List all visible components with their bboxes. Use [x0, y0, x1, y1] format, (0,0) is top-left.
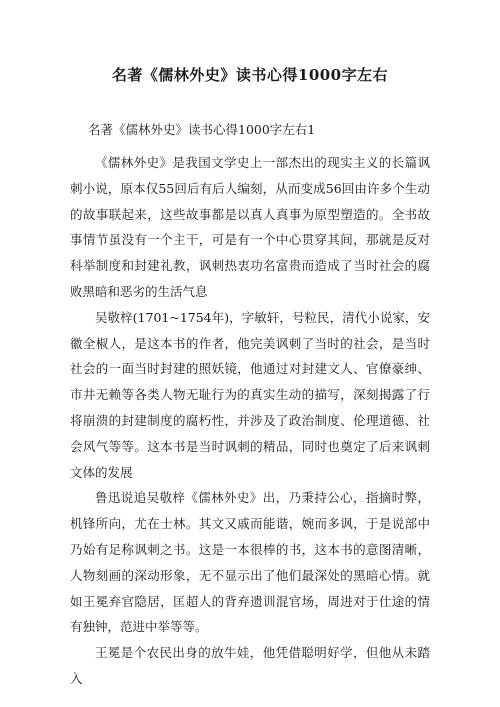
section-heading: 名著《儒林外史》读书心得1000字左右1 — [88, 122, 316, 137]
paragraph: 鲁迅说追吴敬梓《儒林外史》出，乃秉持公心，指摘时弊，机锋所向，尤在士林。其文又戚而能谐，婉而多讽，于是说部中乃始有足称讽刺之书。这是一本很棒的书，这本书的意图清晰，人物刻画的深动形象，无不显示出了他们最深处的黑暗心情。就如王冕弃官隐居，匡超人的背弃遗训混官场，周进对于仕途的情有独钟，范进中举等等。 — [70, 490, 430, 635]
paragraph: 吴敬梓(1701~1754年)，字敏轩，号粒民，清代小说家，安徽全椒人，是这本书的作者，他完美讽刺了当时的社会，是当时社会的一面当时封建的照妖镜，他通过对封建文人、官僚豪绅、市井无赖等各类人物无耻行为的真实生动的描写，深刻揭露了行将崩溃的封建制度的腐朽性，并涉及了政治制度、伦理道德、社会风气等等。这本书是当时讽刺的精品，同时也奠定了后来讽刺文体的发展 — [70, 309, 430, 480]
paragraph: 《儒林外史》是我国文学史上一部杰出的现实主义的长篇讽刺小说，原本仅55回后有后人编刻，从而变成56回由许多个生动的故事联起来，这些故事都是以真人真事为原型塑造的。全书故事情节虽没有一个主干，可是有一个中心贯穿其间，那就是反对科举制度和封建礼教，讽刺热衷功名富贵而造成了当时社会的腐败黑暗和恶劣的生活气息 — [70, 155, 430, 299]
page-title: 名著《儒林外史》读书心得1000字左右 — [111, 66, 389, 84]
body-text — [70, 150, 430, 692]
paragraph: 王冕是个农民出身的放牛娃，他凭借聪明好学，但他从未踏入 — [70, 645, 430, 686]
